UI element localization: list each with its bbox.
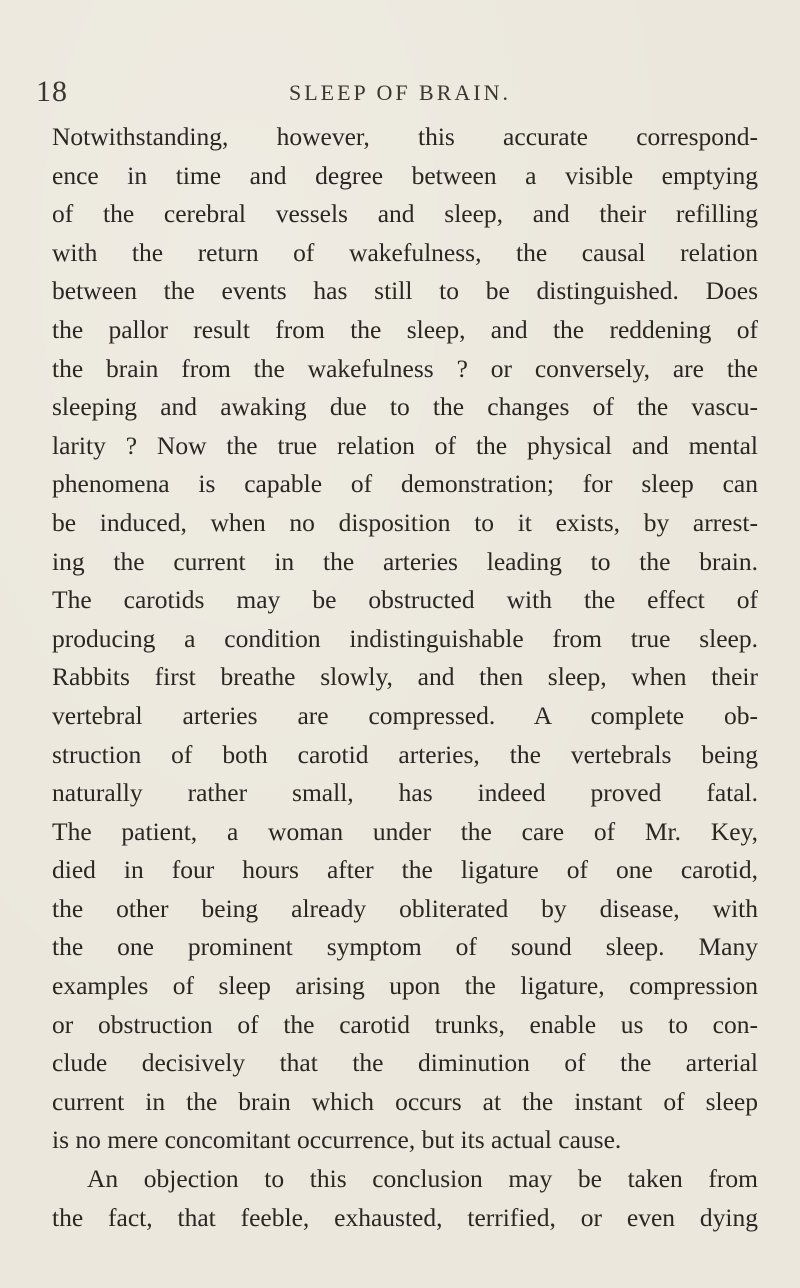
text-line: be induced, when no disposition to it exists, by arrest- [52,507,758,537]
paragraph [52,1160,758,1237]
text-line: phenomena is capable of demonstration; for sleep can [52,469,758,499]
text-line: is no mere concomitant occurrence, but its actual cause. [52,1125,622,1155]
text-line: died in four hours after the ligature of one carotid, [52,855,758,885]
page-number: 18 [36,75,68,108]
text-line: ing the current in the arteries leading to the brain. [52,546,758,576]
text-line: The carotids may be obstructed with the effect of [52,585,758,615]
text-line: of the cerebral vessels and sleep, and their refilling [52,199,758,229]
text-line: struction of both carotid arteries, the vertebrals being [52,739,758,769]
text-line: examples of sleep arising upon the ligature, compression [52,971,758,1001]
page-header [0,72,800,112]
text-line: ence in time and degree between a visible emptying [52,160,758,190]
text-line: Rabbits first breathe slowly, and then sleep, when their [52,662,758,692]
running-head: SLEEP OF BRAIN. [288,80,512,105]
text-line: clude decisively that the diminution of the arterial [52,1048,758,1078]
text-line: the fact, that feeble, exhausted, terrified, or even dying [52,1202,758,1232]
text-line: the other being already obliterated by disease, with [52,893,758,923]
text-line: larity ? Now the true relation of the physical and mental [52,430,758,460]
text-line: or obstruction of the carotid trunks, enable us to con- [52,1009,758,1039]
text-line: the brain from the wakefulness ? or conversely, are the [52,353,758,383]
text-line: sleeping and awaking due to the changes of the vascu- [52,392,758,422]
body-text [52,118,758,1237]
text-line: between the events has still to be distinguished. Does [52,276,758,306]
paragraph [52,118,758,1160]
text-line: The patient, a woman under the care of Mr. Key, [52,816,758,846]
text-line: the pallor result from the sleep, and the reddening of [52,314,758,344]
text-line: current in the brain which occurs at the instant of sleep [52,1086,758,1116]
text-line: Notwithstanding, however, this accurate correspond- [52,122,758,151]
text-line: vertebral arteries are compressed. A complete ob- [52,700,758,730]
text-line: with the return of wakefulness, the causal relation [52,237,758,267]
text-line: naturally rather small, has indeed proved fatal. [52,778,758,808]
text-line: the one prominent symptom of sound sleep. Many [52,932,758,962]
text-line: producing a condition indistinguishable from true sleep. [52,623,758,653]
text-line: An objection to this conclusion may be taken from [87,1164,758,1194]
